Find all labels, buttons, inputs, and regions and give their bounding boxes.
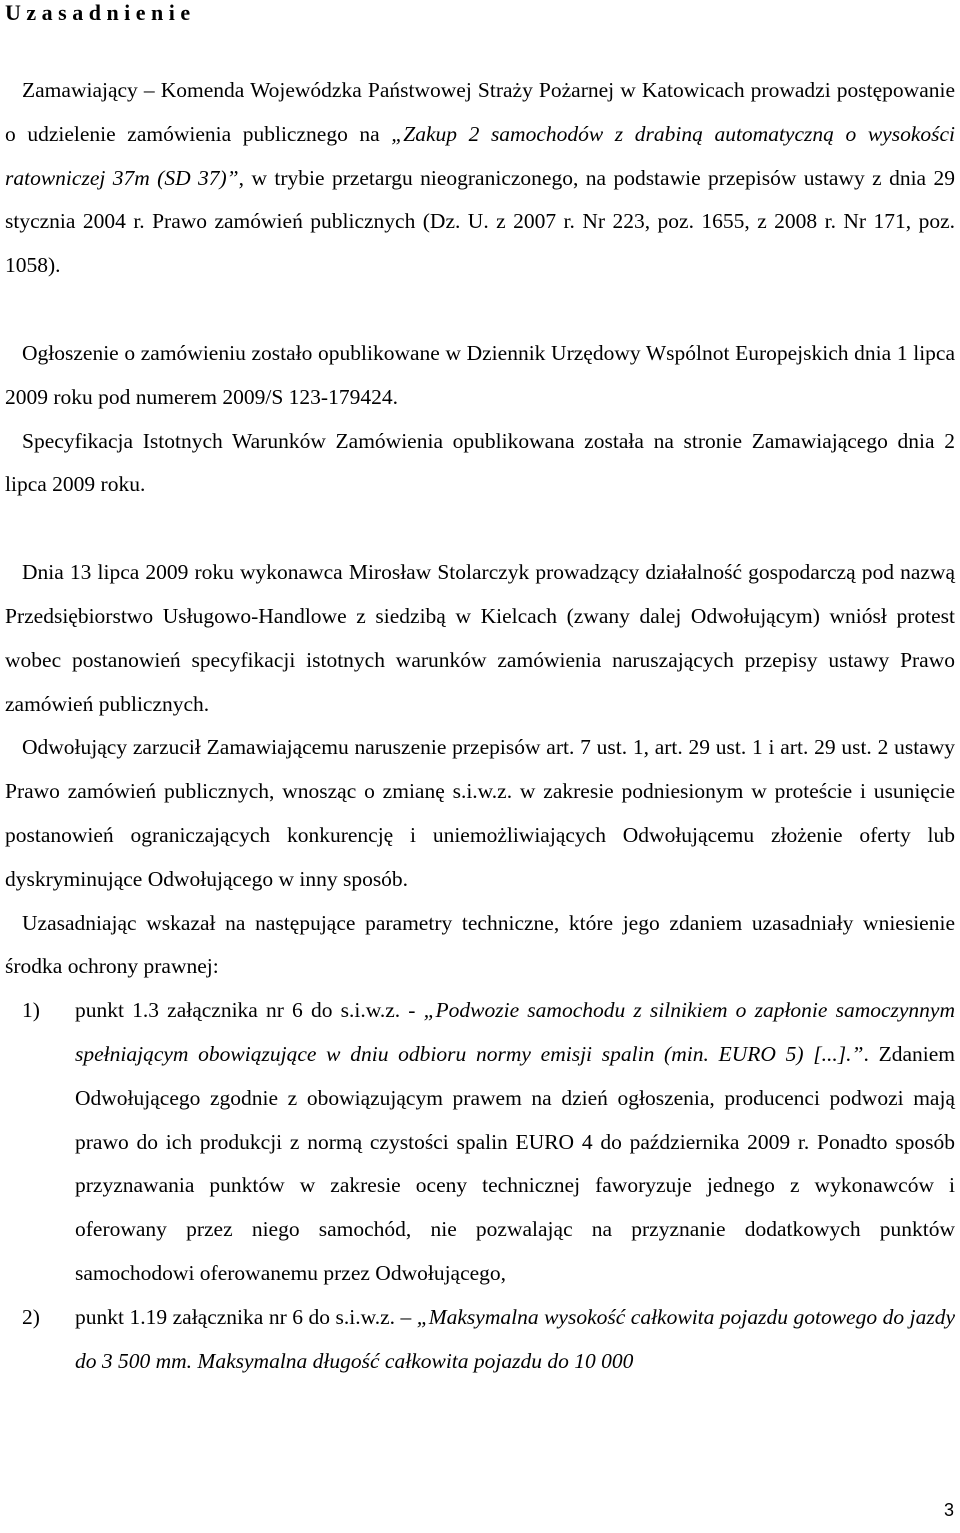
list-item-number: 1) [22, 998, 40, 1023]
list-item-number: 2) [22, 1304, 40, 1329]
list-item [5, 989, 955, 1296]
list-item-quote: „Podwozie samochodu z silnikiem o zapłonie samoczynnym spełniającym obowiązujące w dniu odbioru normy emisji spalin (min. EURO 5) [...].” [75, 998, 956, 1066]
paragraph-announcement: Ogłoszenie o zamówieniu zostało opublikowane w Dziennik Urzędowy Wspólnot Europejskich dnia 1 lipca 2009 roku pod numerem 2009/S 123-179424. [5, 340, 955, 409]
contract-title: „Zakup 2 samochodów z drabiną automatyczną o wysokości ratowniczej 37m (SD 37)” [5, 121, 955, 190]
page-number: 3 [943, 1500, 954, 1520]
paragraph-protest: Dnia 13 lipca 2009 roku wykonawca Mirosław Stolarczyk prowadzący działalność gospodarczą pod nazwą Przedsiębiorstwo Usługowo-Handlowe z siedzibą w Kielcach (zwany dalej Odwołującym) wniósł protest wobec postanowień specyfikacji istotnych warunków zamówienia naruszających przepisy ustawy Prawo zamówień publicznych. [5, 560, 955, 716]
technical-points-list [5, 989, 955, 1383]
paragraph-introduction-text-2: , w trybie przetargu nieograniczonego, na podstawie przepisów ustawy z dnia 29 stycznia 2004 r. Prawo zamówień publicznych (Dz. U. z 2007 r. Nr 223, poz. 1655, z 2008 r. Nr 171, poz. 1058). [5, 165, 956, 278]
paragraph-introduction-text-1: Zamawiający – Komenda Wojewódzka Państwowej Straży Pożarnej w Katowicach prowadzi postępowanie o udzielenie zamówienia publicznego na [5, 78, 955, 146]
list-item-quote: „Maksymalna wysokość całkowita pojazdu gotowego do jazdy do 3 500 mm. Maksymalna długość całkowita pojazdu do 10 000 [75, 1304, 955, 1373]
list-item-text-2: . Zdaniem Odwołującego zgodnie z obowiązującym prawem na dzień ogłoszenia, producenci podwozi mają prawo do ich produkcji z normą czystości spalin EURO 4 do października 2009 r. Ponadto sposób przyznawania punktów w zakresie oceny technicznej faworyzuje jednego z wykonawców i oferowany przez niego samochód, nie pozwalając na przyznanie dodatkowych punktów samochodowi oferowanemu przez Odwołującego, [75, 1041, 955, 1285]
paragraph-introduction [5, 69, 955, 288]
list-item-text-1: punkt 1.19 załącznika nr 6 do s.i.w.z. – [75, 1304, 417, 1329]
paragraph-parameters: Uzasadniając wskazał na następujące parametry techniczne, które jego zdaniem uzasadniały wniesienie środka ochrony prawnej: [5, 910, 955, 979]
section-heading: Uzasadnienie [5, 0, 196, 25]
list-item [5, 1296, 955, 1384]
document-page [5, 0, 955, 1383]
paragraph-charges: Odwołujący zarzucił Zamawiającemu naruszenie przepisów art. 7 ust. 1, art. 29 ust. 1 i art. 29 ust. 2 ustawy Prawo zamówień publicznych, wnosząc o zmianę s.i.w.z. w zakresie podniesionym w proteście i usunięcie postanowień ograniczających konkurencję i uniemożliwiających Odwołującemu złożenie oferty lub dyskryminujące Odwołującego w inny sposób. [5, 735, 955, 891]
paragraph-specification: Specyfikacja Istotnych Warunków Zamówienia opublikowana została na stronie Zamawiającego dnia 2 lipca 2009 roku. [5, 428, 955, 497]
list-item-text-1: punkt 1.3 załącznika nr 6 do s.i.w.z. - [75, 998, 424, 1023]
